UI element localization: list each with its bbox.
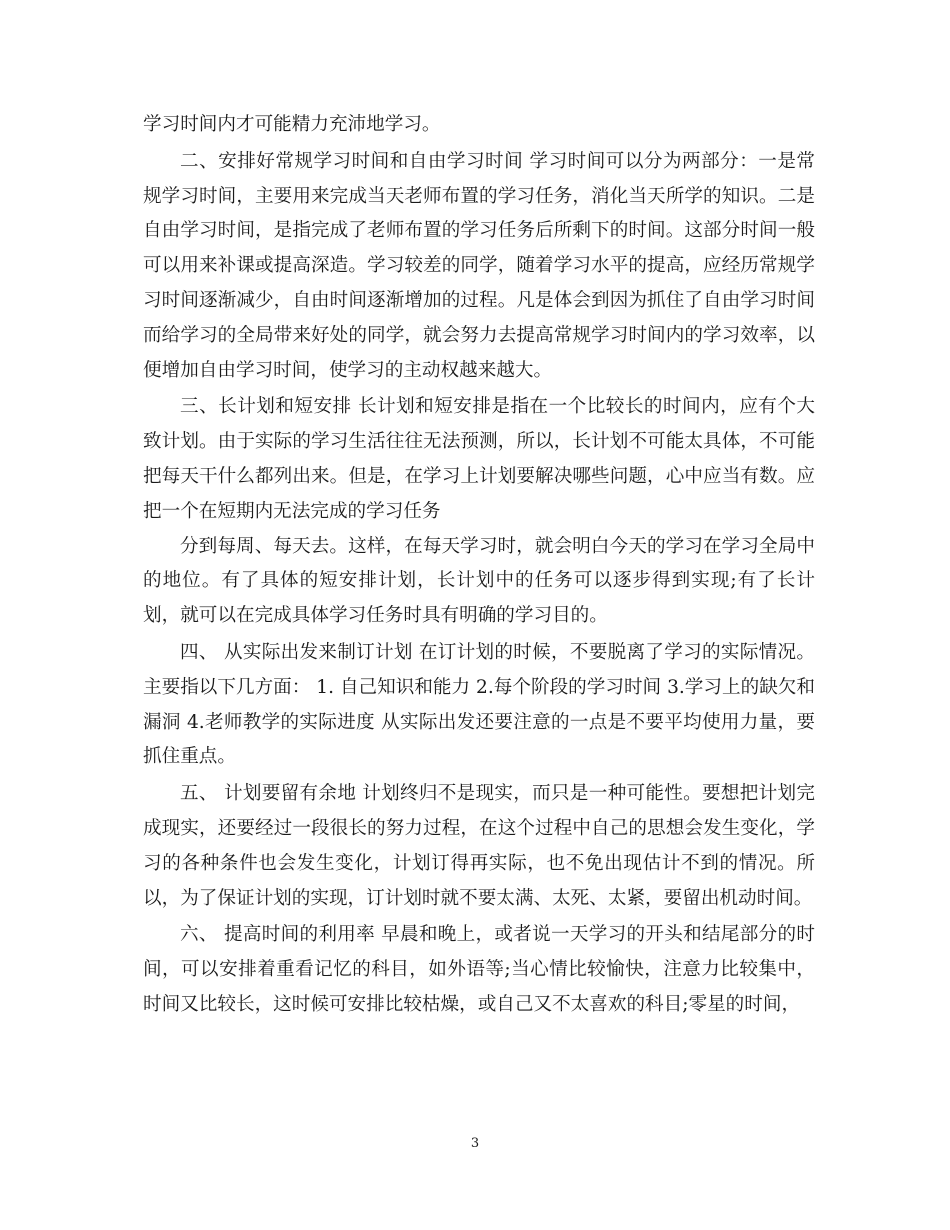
paragraph-section-2: 二、安排好常规学习时间和自由学习时间 学习时间可以分为两部分：一是常规学习时间，主要用来完成当天老师布置的学习任务，消化当天所学的知识。二是自由学习时间，是指完成了老师布置的学习任务后所剩下的时间。这部分时间一般可以用来补课或提高深造。学习较差的同学，随着学习水平的提高，应经历常规学习时间逐渐减少，自由时间逐渐增加的过程。凡是体会到因为抓住了自由学习时间而给学习的全局带来好处的同学，就会努力去提高常规学习时间内的学习效率，以便增加自由学习时间，使学习的主动权越来越大。: [143, 150, 815, 381]
paragraph-section-5: 五、 计划要留有余地 计划终归不是现实，而只是一种可能性。要想把计划完成现实，还要经过一段很长的努力过程，在这个过程中自己的思想会发生变化，学习的各种条件也会发生变化，计划订得再实际，也不免出现估计不到的情况。所以，为了保证计划的实现，订计划时就不要太满、太死、太紧，要留出机动时间。: [143, 783, 815, 909]
paragraph-section-3: 三、长计划和短安排 长计划和短安排是指在一个比较长的时间内，应有个大致计划。由于实际的学习生活往往无法预测，所以，长计划不可能太具体，不可能把每天干什么都列出来。但是，在学习上计划要解决哪些问题，心中应当有数。应把一个在短期内无法完成的学习任务: [143, 396, 815, 522]
paragraph-section-4: 四、 从实际出发来制订计划 在订计划的时候，不要脱离了学习的实际情况。主要指以下几方面： 1. 自己知识和能力 2.每个阶段的学习时间 3.学习上的缺欠和漏洞 4.老师教学的实际进度 从实际出发还要注意的一点是不要平均使用力量，要抓住重点。: [143, 641, 815, 768]
paragraph-section-6: 六、 提高时间的利用率 早晨和晚上，或者说一天学习的开头和结尾部分的时间，可以安排着重看记忆的科目，如外语等;当心情比较愉快，注意力比较集中，时间又比较长，这时候可安排比较枯燥，或自己又不太喜欢的科目;零星的时间，: [143, 924, 815, 1015]
page-body: [143, 108, 815, 1023]
page-number: 3: [470, 1136, 480, 1151]
paragraph-section-3-continued: 分到每周、每天去。这样，在每天学习时，就会明白今天的学习在学习全局中的地位。有了具体的短安排计划，长计划中的任务可以逐步得到实现;有了长计划，就可以在完成具体学习任务时具有明确的学习目的。: [143, 535, 815, 627]
paragraph-continuation: 学习时间内才可能精力充沛地学习。: [143, 114, 441, 135]
